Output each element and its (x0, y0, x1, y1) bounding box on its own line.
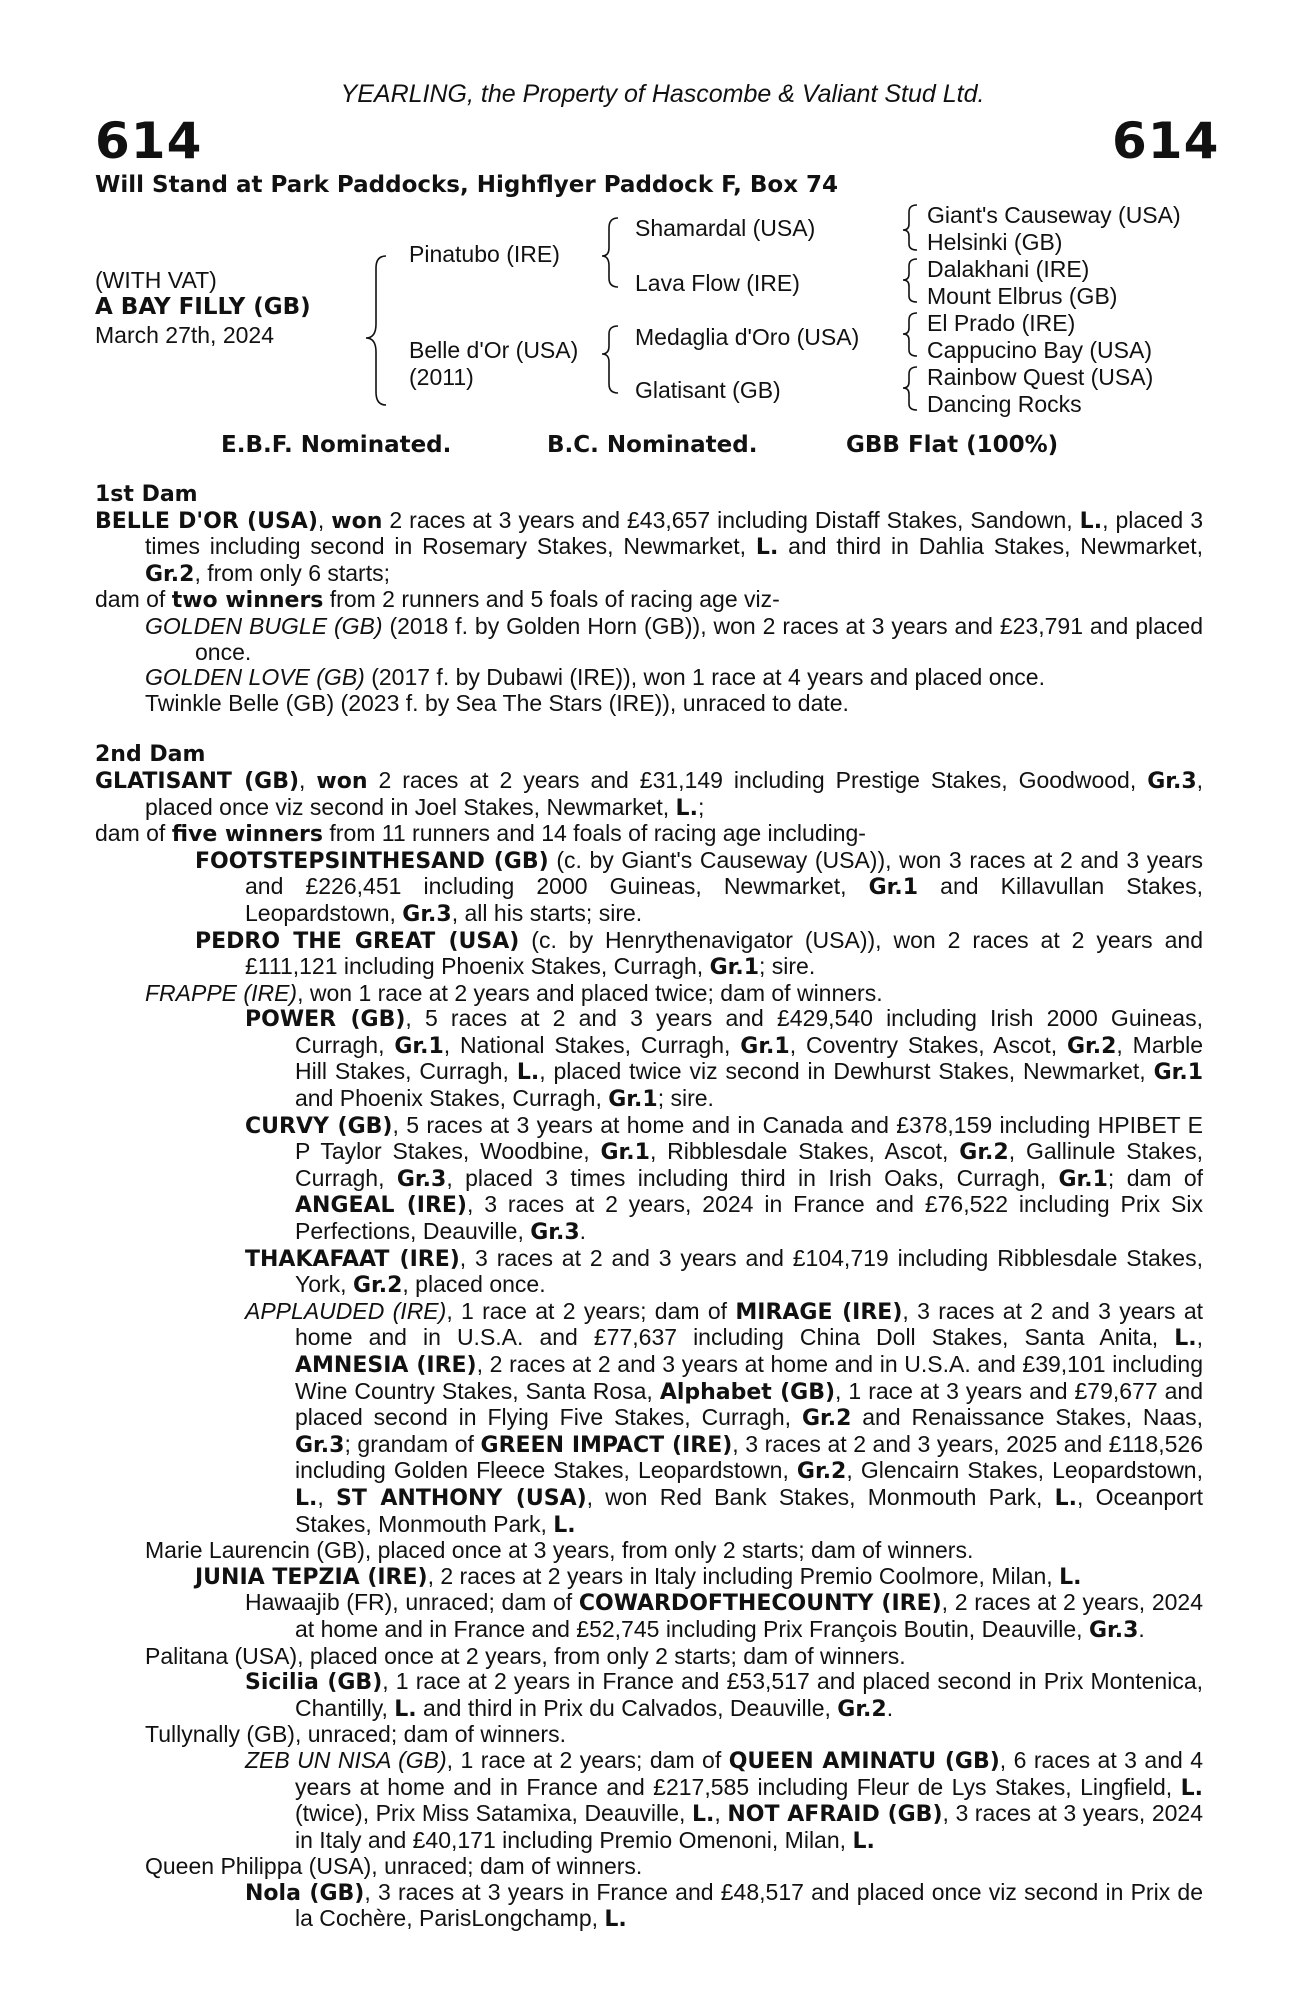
text: , from only 6 starts; (194, 559, 390, 586)
offspring-entry: Twinkle Belle (GB) (2023 f. by Sea The Stars (IRE)), unraced to date. (145, 689, 849, 716)
text: , placed 3 times including second in Rosemary Stakes, Newmarket, (145, 506, 1204, 560)
text: , 1 race at 2 years; dam of (446, 1297, 736, 1324)
page-header: YEARLING, the Property of Hascombe & Valiant Stud Ltd. (340, 80, 985, 108)
text: , won 1 race at 2 years and placed twice; dam of winners. (297, 979, 883, 1006)
grand-ancestor-8: Dancing Rocks (927, 391, 1082, 417)
sire-dam: Lava Flow (IRE) (635, 270, 800, 296)
grand-ancestor-6: Cappucino Bay (USA) (927, 337, 1152, 363)
text: , 2 races at 2 years, 2024 at home and in France and £52,745 including Prix François Boutin, Deauville, (295, 1589, 1203, 1642)
text: from 2 runners and 5 foals of racing age viz- (323, 586, 780, 613)
offspring-name: ZEB UN NISA (GB) (245, 1746, 447, 1773)
text: (c. by Giant's Causeway (USA)), won 3 races at 2 and 3 years and £226,451 including 2000 Guineas, Newmarket, (245, 846, 1203, 900)
grand-offspring-entry (95, 1299, 1203, 1538)
text: and Killavullan Stakes, Leopardstown, (245, 873, 1203, 926)
group-mark: Gr.3 (1147, 768, 1197, 794)
text: ; grandam of (344, 1430, 481, 1457)
offspring-name: GOLDEN BUGLE (GB) (145, 612, 383, 639)
text: , 2 races at 2 and 3 years at home and in U.S.A. and £39,101 including Wine Country Stakes, Santa Rosa, (295, 1351, 1203, 1404)
grand-ancestor-7: Rainbow Quest (USA) (927, 364, 1154, 390)
first-dam-name: BELLE D'OR (USA) (95, 508, 318, 534)
offspring-name: ANGEAL (IRE) (295, 1193, 467, 1219)
group-mark: Gr.2 (959, 1140, 1009, 1166)
offspring-name: CURVY (GB) (245, 1113, 393, 1139)
text: , 3 races at 3 years, 2024 in Italy and £40,171 including Premio Omenoni, Milan, (295, 1800, 1204, 1853)
grand-offspring-entry (95, 1748, 1203, 1854)
text: . (579, 1218, 587, 1245)
group-mark: Gr.3 (402, 901, 452, 927)
text: , Coventry Stakes, Ascot, (789, 1031, 1067, 1058)
text: (2018 f. by Golden Horn (GB)), won 2 races at 3 years and £23,791 and placed once. (195, 612, 1203, 665)
text: ; (697, 793, 705, 820)
listed-mark: L. (394, 1696, 417, 1722)
listed-mark: L. (675, 795, 698, 821)
text: , National Stakes, Curragh, (443, 1031, 741, 1058)
text: (twice), Prix Miss Satamixa, Deauville, (295, 1800, 692, 1827)
won-label: won (316, 768, 368, 794)
vat-note: (WITH VAT) (95, 267, 217, 293)
offspring-entry: Palitana (USA), placed once at 2 years, from only 2 starts; dam of winners. (145, 1642, 906, 1669)
text: and Renaissance Stakes, Naas, (851, 1404, 1203, 1431)
text: , won Red Bank Stakes, Monmouth Park, (586, 1483, 1055, 1510)
second-dam-produce (95, 821, 1203, 848)
offspring-name: APPLAUDED (IRE) (245, 1297, 447, 1324)
text: ; sire. (657, 1085, 714, 1112)
dam-dam: Glatisant (GB) (635, 377, 781, 403)
text: , 3 races at 3 years in France and £48,517 and placed once viz second in Prix de la Cochère, ParisLongchamp, (295, 1878, 1203, 1932)
lot-number-left: 614 (95, 112, 203, 170)
offspring-entry (95, 981, 1203, 1007)
group-mark: Gr.1 (868, 875, 919, 901)
text: , placed once viz second in Joel Stakes, Newmarket, (145, 766, 1204, 820)
foaling-date: March 27th, 2024 (95, 322, 275, 348)
grand-ancestor-5: El Prado (IRE) (927, 310, 1076, 336)
group-mark: Gr.1 (608, 1087, 658, 1113)
text: , 1 race at 2 years; dam of (446, 1746, 729, 1773)
offspring-entry: Marie Laurencin (GB), placed once at 3 years, from only 2 starts; dam of winners. (145, 1537, 974, 1564)
pedigree-notes (95, 482, 1203, 1933)
group-mark: Gr.1 (600, 1140, 650, 1166)
text: , Gallinule Stakes, Curragh, (295, 1138, 1203, 1191)
sire: Pinatubo (IRE) (409, 241, 560, 267)
group-mark: Gr.3 (396, 1166, 447, 1192)
group-mark: Gr.3 (295, 1432, 345, 1458)
offspring-entry (95, 848, 1203, 928)
text: (2017 f. by Dubawi (IRE)), won 1 race at 4 years and placed once. (364, 664, 1045, 691)
text: , 5 races at 2 and 3 years and £429,540 including Irish 2000 Guineas, Curragh, (295, 1005, 1203, 1058)
offspring-name: GOLDEN LOVE (GB) (145, 664, 365, 691)
offspring-name: Alphabet (GB) (659, 1379, 836, 1405)
text: , (714, 1800, 728, 1827)
text: , 3 races at 2 and 3 years and £104,719 including Ribblesdale Stakes, York, (295, 1244, 1203, 1298)
listed-mark: L. (553, 1512, 576, 1538)
text: , placed 3 times including third in Irish Oaks, Curragh, (446, 1164, 1059, 1191)
offspring-name: COWARDOFTHECOUNTY (IRE) (578, 1591, 942, 1617)
listed-mark: L. (852, 1828, 875, 1854)
offspring-name: FOOTSTEPSINTHESAND (GB) (195, 848, 549, 874)
offspring-name: FRAPPE (IRE) (145, 979, 298, 1006)
text: 2 races at 3 years and £43,657 including Distaff Stakes, Sandown, (382, 506, 1080, 533)
grand-ancestor-3: Dalakhani (IRE) (927, 256, 1090, 282)
text: , 6 races at 3 and 4 years at home and in France and £217,585 including Fleur de Lys Stakes, Lingfield, (295, 1746, 1204, 1800)
offspring-name: GREEN IMPACT (IRE) (480, 1432, 733, 1458)
listed-mark: L. (295, 1485, 318, 1511)
group-mark: Gr.1 (709, 955, 759, 981)
text: , all his starts; sire. (451, 899, 643, 926)
grand-offspring-entry (95, 1006, 1203, 1112)
text: , 3 races at 2 and 3 years, 2025 and £118,526 including Golden Fleece Stakes, Leopardstown, (295, 1430, 1203, 1484)
text: , placed once. (402, 1271, 546, 1298)
listed-mark: L. (1180, 1775, 1203, 1801)
text: , 5 races at 3 years at home and in Canada and £378,159 including HPIBET E P Taylor Stakes, Woodbine, (295, 1111, 1203, 1165)
winners-count: five winners (171, 822, 324, 848)
text: , 3 races at 2 years, 2024 in France and £76,522 including Prix Six Perfections, Deauville, (295, 1191, 1203, 1245)
group-mark: Gr.3 (1088, 1617, 1139, 1643)
first-dam-heading: 1st Dam (95, 482, 198, 507)
text: dam of (95, 586, 172, 613)
text: Hawaajib (FR), unraced; dam of (245, 1589, 579, 1616)
listed-mark: L. (604, 1907, 627, 1933)
text: . (1138, 1615, 1145, 1642)
text: and Phoenix Stakes, Curragh, (295, 1085, 609, 1112)
group-mark: Gr.1 (740, 1033, 790, 1059)
group-mark: Gr.2 (796, 1459, 847, 1485)
lot-number-right: 614 (1112, 112, 1220, 170)
text: (c. by Henrythenavigator (USA)), won 2 races at 2 years and £111,121 including Phoenix Stakes, Curragh, (245, 926, 1203, 980)
dam-sire: Medaglia d'Oro (USA) (635, 324, 860, 350)
offspring-name: QUEEN AMINATU (GB) (728, 1748, 1000, 1774)
text: , Glencairn Stakes, Leopardstown, (846, 1457, 1203, 1484)
grand-ancestor-1: Giant's Causeway (USA) (927, 202, 1181, 228)
ebf-nomination: E.B.F. Nominated. (221, 432, 452, 458)
listed-mark: L. (1174, 1326, 1197, 1352)
winners-count: two winners (171, 588, 324, 614)
second-dam-name: GLATISANT (GB) (95, 768, 300, 794)
text: , placed twice viz second in Dewhurst Stakes, Newmarket, (539, 1058, 1154, 1085)
offspring-entry: Tullynally (GB), unraced; dam of winners. (145, 1721, 566, 1748)
offspring-name: MIRAGE (IRE) (735, 1299, 903, 1325)
text: 2 races at 2 years and £31,149 including Prestige Stakes, Goodwood, (367, 766, 1148, 793)
offspring-name: AMNESIA (IRE) (295, 1353, 477, 1378)
second-dam-heading: 2nd Dam (95, 742, 206, 768)
group-mark: Gr.2 (837, 1696, 887, 1722)
group-mark: Gr.2 (352, 1273, 403, 1299)
text: , 1 race at 2 years in France and £53,517 and placed second in Prix Montenica, Chantilly, (295, 1668, 1204, 1721)
listed-mark: L. (692, 1802, 715, 1828)
grand-offspring-entry (95, 1880, 1203, 1933)
text: dam of (95, 820, 172, 847)
grand-offspring-entry (95, 1564, 1203, 1591)
text: and third in Dahlia Stakes, Newmarket, (778, 533, 1203, 560)
text: and third in Prix du Calvados, Deauville, (416, 1694, 838, 1721)
grand-offspring-entry (95, 1246, 1203, 1299)
group-mark: Gr.3 (530, 1220, 580, 1246)
group-mark: Gr.2 (801, 1406, 852, 1432)
grand-offspring-entry (95, 1590, 1203, 1643)
dam: Belle d'Or (USA) (409, 337, 579, 363)
group-mark: Gr.2 (1066, 1033, 1117, 1059)
offspring-entry (95, 928, 1203, 981)
offspring-name: POWER (GB) (245, 1007, 406, 1033)
text: ; dam of (1107, 1164, 1203, 1191)
gbb-nomination: GBB Flat (100%) (846, 432, 1059, 458)
offspring-name: THAKAFAAT (IRE) (245, 1246, 460, 1272)
listed-mark: L. (1059, 1564, 1082, 1590)
stand-location: Will Stand at Park Paddocks, Highflyer Paddock F, Box 74 (95, 172, 839, 198)
listed-mark: L. (1054, 1485, 1077, 1511)
text: from 11 runners and 14 foals of racing age including- (323, 820, 866, 847)
text: , Ribblesdale Stakes, Ascot, (649, 1138, 960, 1165)
offspring-name: Sicilia (GB) (245, 1670, 383, 1696)
offspring-name: ST ANTHONY (USA) (336, 1485, 587, 1511)
text: , 3 races at 2 and 3 years at home and in U.S.A. and £77,637 including China Doll Stakes, Santa Anita, (295, 1297, 1203, 1351)
grand-offspring-entry (95, 1669, 1203, 1722)
second-dam-record: GLATISANT (GB), won 2 races at 2 years and £31,149 including Prestige Stakes, Goodwood, Gr.3, placed once viz second in Joel Stakes, Newmarket, L.; (95, 766, 1204, 821)
text: , Oceanport Stakes, Monmouth Park, (295, 1483, 1204, 1537)
text: , 2 races at 2 years in Italy including Premio Coolmore, Milan, (427, 1562, 1060, 1589)
grand-offspring-entry (95, 1113, 1203, 1246)
offspring-entry: Queen Philippa (USA), unraced; dam of winners. (145, 1853, 643, 1880)
offspring-entry (95, 665, 1203, 691)
first-dam-record: BELLE D'OR (USA), won 2 races at 3 years and £43,657 including Distaff Stakes, Sandown, L., placed 3 times including second in Rosemary Stakes, Newmarket, L. and third in Dahlia Stakes, Newmarket, Gr.2, from only 6 starts; (95, 506, 1204, 587)
text: ; sire. (759, 953, 816, 980)
horse-name: A BAY FILLY (GB) (95, 294, 311, 320)
sire-sire: Shamardal (USA) (635, 215, 816, 241)
offspring-name: Nola (GB) (245, 1880, 365, 1906)
offspring-name: PEDRO THE GREAT (USA) (195, 928, 520, 954)
won-label: won (331, 508, 383, 534)
group-mark: Gr.2 (145, 561, 195, 587)
group-mark: Gr.1 (1153, 1060, 1203, 1086)
text: . (886, 1694, 894, 1721)
grand-ancestor-4: Mount Elbrus (GB) (927, 283, 1118, 309)
offspring-name: JUNIA TEPZIA (IRE) (195, 1564, 428, 1590)
offspring-entry (95, 614, 1203, 665)
text: , Marble Hill Stakes, Curragh, (295, 1031, 1203, 1085)
dam-year: (2011) (409, 364, 474, 390)
listed-mark: L. (755, 535, 779, 561)
group-mark: Gr.1 (1058, 1166, 1108, 1192)
listed-mark: L. (1079, 508, 1103, 534)
grand-ancestor-2: Helsinki (GB) (927, 229, 1063, 255)
offspring-name: NOT AFRAID (GB) (727, 1802, 943, 1828)
first-dam-produce (95, 587, 1203, 614)
text: , 1 race at 3 years and £79,677 and placed second in Flying Five Stakes, Curragh, (295, 1377, 1204, 1431)
listed-mark: L. (516, 1060, 540, 1086)
text: , (1196, 1324, 1203, 1351)
group-mark: Gr.1 (394, 1033, 444, 1059)
text: , (317, 1483, 337, 1510)
bc-nomination: B.C. Nominated. (547, 432, 758, 458)
